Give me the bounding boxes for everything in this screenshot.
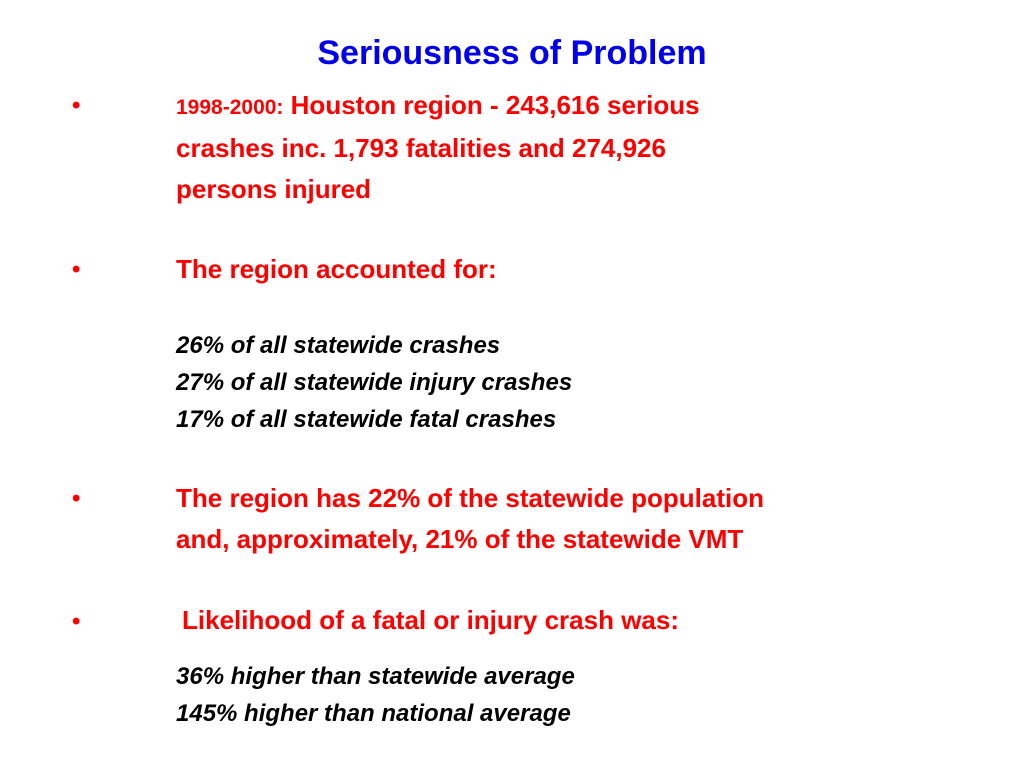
- item2-detail-1: 26% of all statewide crashes: [176, 332, 501, 359]
- item3-line-1: The region has 22% of the statewide population: [176, 483, 764, 513]
- bullet-3: •: [72, 485, 81, 512]
- item2-detail-2: 27% of all statewide injury crashes: [176, 369, 573, 396]
- slide-title: Seriousness of Problem: [317, 34, 707, 72]
- item1-date-prefix: 1998-2000:: [176, 96, 284, 119]
- item3-text: [176, 478, 764, 560]
- item2-detail-3: 17% of all statewide fatal crashes: [176, 406, 557, 433]
- bullet-2: •: [72, 256, 81, 283]
- item4-detail-2: 145% higher than national average: [176, 700, 571, 727]
- bullet-1: •: [72, 92, 81, 119]
- item1-line-1: Houston region - 243,616 serious: [290, 90, 700, 120]
- item1-line-2: crashes inc. 1,793 fatalities and 274,926: [176, 133, 666, 163]
- item1-text: [176, 85, 700, 210]
- item4-detail-1: 36% higher than statewide average: [176, 663, 575, 690]
- item3-line-2: and, approximately, 21% of the statewide VMT: [176, 524, 744, 554]
- item4-details: [176, 658, 575, 732]
- item1-line-3: persons injured: [176, 174, 372, 204]
- bullet-4: •: [72, 608, 81, 635]
- item2-heading: The region accounted for:: [176, 254, 497, 284]
- item2-details: [176, 327, 572, 438]
- item4-heading: Likelihood of a fatal or injury crash was:: [182, 605, 679, 635]
